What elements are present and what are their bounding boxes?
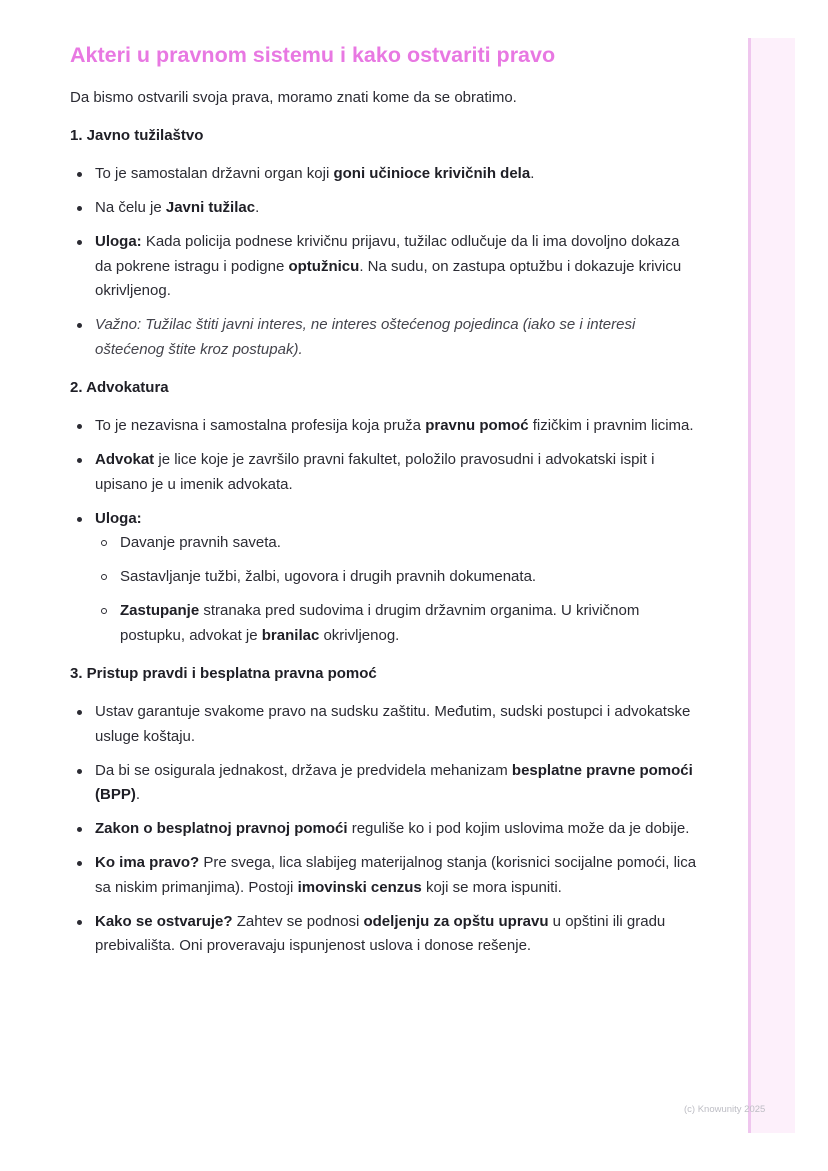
list-item: Uloga: Davanje pravnih saveta. Sastavljanje tužbi, žalbi, ugovora i drugih pravnih dokumenata. Zastupanje stranaka pred sudovima i drugim državnim organima. U krivičnom postupku, advokat je branilac okrivljenog. bbox=[70, 507, 700, 649]
list-item: Da bi se osigurala jednakost, država je predvidela mehanizam besplatne pravne pomoći (BPP). bbox=[70, 759, 700, 808]
list-item: Ustav garantuje svakome pravo na sudsku zaštitu. Međutim, sudski postupci i advokatske usluge koštaju. bbox=[70, 700, 700, 749]
side-accent-bar bbox=[748, 38, 795, 1133]
list-item: To je nezavisna i samostalna profesija koja pruža pravnu pomoć fizičkim i pravnim licima. bbox=[70, 414, 700, 439]
list-item: Kako se ostvaruje? Zahtev se podnosi odeljenju za opštu upravu u opštini ili gradu prebivališta. Oni proveravaju ispunjenost uslova i donose rešenje. bbox=[70, 910, 700, 959]
sub-list-item: Sastavljanje tužbi, žalbi, ugovora i drugih pravnih dokumenata. bbox=[95, 565, 700, 590]
sub-list-item: Zastupanje stranaka pred sudovima i drugim državnim organima. U krivičnom postupku, advokat je branilac okrivljenog. bbox=[95, 599, 700, 648]
page-title: Akteri u pravnom sistemu i kako ostvariti pravo bbox=[70, 43, 556, 67]
list-item: To je samostalan državni organ koji goni učinioce krivičnih dela. bbox=[70, 162, 700, 187]
sub-list-item: Davanje pravnih saveta. bbox=[95, 531, 700, 556]
list-item: Važno: Tužilac štiti javni interes, ne interes oštećenog pojedinca (iako se i interesi oštećenog štite kroz postupak). bbox=[70, 313, 700, 362]
list-item: Ko ima pravo? Pre svega, lica slabijeg materijalnog stanja (korisnici socijalne pomoći, lica sa niskim primanjima). Postoji imovinski cenzus koji se mora ispuniti. bbox=[70, 851, 700, 900]
section-heading-advokatura: 2. Advokatura bbox=[70, 379, 169, 396]
section-list-pristup-pravdi bbox=[70, 700, 700, 959]
list-item: Na čelu je Javni tužilac. bbox=[70, 196, 700, 221]
section-list-advokatura bbox=[70, 414, 700, 648]
intro-paragraph: Da bismo ostvarili svoja prava, moramo znati kome da se obratimo. bbox=[70, 89, 517, 106]
section-heading-javno-tuzilastvo: 1. Javno tužilaštvo bbox=[70, 127, 204, 144]
copyright-footer: (c) Knowunity 2025 bbox=[684, 1104, 766, 1115]
sub-list-uloga bbox=[95, 531, 700, 648]
document-body bbox=[70, 38, 700, 959]
list-item: Uloga: Kada policija podnese krivičnu prijavu, tužilac odlučuje da li ima dovoljno dokaza da pokrene istragu i podigne optužnicu. Na sudu, on zastupa optužbu i dokazuje krivicu okrivljenog. bbox=[70, 230, 700, 304]
section-list-javno-tuzilastvo bbox=[70, 162, 700, 362]
list-item: Zakon o besplatnoj pravnoj pomoći reguliše ko i pod kojim uslovima može da je dobije. bbox=[70, 817, 700, 842]
list-item: Advokat je lice koje je završilo pravni fakultet, položilo pravosudni i advokatski ispit i upisano je u imenik advokata. bbox=[70, 448, 700, 497]
section-heading-pristup-pravdi: 3. Pristup pravdi i besplatna pravna pomoć bbox=[70, 665, 377, 682]
